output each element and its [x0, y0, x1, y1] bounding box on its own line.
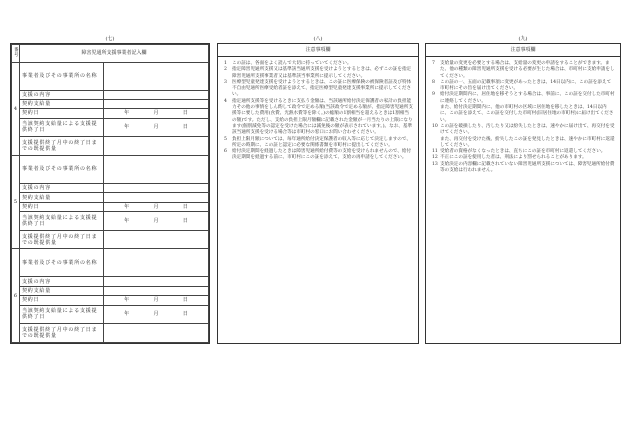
- table-row: [12, 212, 209, 231]
- date-unit: 月: [153, 203, 159, 210]
- field-label-date-label: 契約日: [20, 109, 104, 118]
- panel-number-9: (九): [518, 36, 528, 42]
- note-text: 支給決定の内容欄に記載されていない障害児通所支援については、障害児通所給付費等の支給は行われません。: [440, 161, 615, 174]
- note-number: 6: [224, 149, 227, 155]
- date-unit: 日: [182, 203, 188, 210]
- field-value-end-date[interactable]: [104, 212, 209, 231]
- table-row: [12, 118, 209, 137]
- field-label-end-date: 当該契約支給量による支援提供終了日: [20, 118, 104, 137]
- table-header-row: [12, 45, 209, 63]
- field-value-provider[interactable]: [104, 155, 209, 183]
- table-row: [12, 62, 209, 90]
- table-row: [12, 230, 209, 249]
- table-row: [12, 193, 209, 202]
- note-text: この証を破損したり、汚したり又は紛失したときは、速やかに届け出て、再交付を受けてください。: [440, 123, 615, 136]
- field-value-contract[interactable]: [104, 286, 209, 295]
- note-number: 7: [432, 61, 435, 66]
- date-unit: 月: [153, 124, 159, 131]
- date-unit: 月: [153, 110, 159, 117]
- number-header: 番号: [12, 45, 20, 63]
- provider-entry-table: [11, 44, 209, 343]
- note-item: [224, 149, 413, 162]
- year-month-day: [106, 204, 206, 210]
- date-unit: 日: [182, 217, 188, 224]
- note-number: 4: [224, 98, 227, 104]
- notes-list-8: [218, 57, 418, 162]
- note-text: 医療型児童発達支援を受けようとするときは、この証に医療保険の被保険者証及び特体不自由児通所医療受給者証を添えて、指定医療型児童発達支援事業所に提示してください。: [232, 79, 412, 98]
- table-row: [12, 296, 209, 305]
- note-text: この証は、各面をよく読んで大切に持っていてください。: [232, 61, 352, 66]
- date-unit: 日: [182, 297, 188, 304]
- field-label-end-date: 当該契約支給量による支援提供終了日: [20, 305, 104, 324]
- section8-title: 注意事項欄: [218, 44, 418, 57]
- date-unit: 年: [124, 311, 130, 318]
- date-unit: 月: [153, 311, 159, 318]
- note-text: 負担上限月額については、毎年通所給付決定保護者の収入等に応じて決定しますので、所定の時期に、この証と認定に必要な関係書類を市町村に提出してください。: [232, 136, 411, 148]
- field-value-date-label[interactable]: [104, 202, 209, 211]
- field-value-date-label[interactable]: [104, 109, 209, 118]
- note-text: また、再交付を受けた後、紛失したこの証を発見したときは、速やかに市町村に返還してください。: [440, 136, 615, 148]
- field-label-contract: 契約支給量: [20, 286, 104, 295]
- note-item: [432, 80, 615, 93]
- note-number: 10: [432, 123, 438, 129]
- year-month-day: [106, 311, 206, 317]
- note-number: 11: [432, 149, 438, 155]
- field-label-provider: 事業者及びその事業所の名称: [20, 62, 104, 90]
- note-item: [432, 162, 615, 175]
- date-unit: 日: [182, 124, 188, 131]
- field-value-provided[interactable]: [104, 137, 209, 156]
- note-item: [432, 124, 615, 137]
- note-number: 12: [432, 155, 438, 161]
- notes-list-9: [426, 57, 620, 174]
- table-row: [12, 277, 209, 286]
- field-label-provided: 支援提供終了月中の終了日までの既提供量: [20, 324, 104, 343]
- year-month-day: [106, 124, 206, 130]
- note-text: 給付決定期間内に、居住地を移そうとする場合は、事前に、この証を交付した市町村に連絡してください。: [440, 92, 615, 104]
- note-item: [432, 61, 615, 80]
- note-item: [432, 92, 615, 105]
- table-row: [12, 324, 209, 343]
- field-value-content[interactable]: [104, 90, 209, 99]
- field-label-contract: 契約支給量: [20, 193, 104, 202]
- provider-entry-panel: [10, 43, 210, 344]
- field-label-contract: 契約支給量: [20, 99, 104, 108]
- field-label-content: 支援の内容: [20, 90, 104, 99]
- note-text: この証の一、五面の記載事項に変更があったときは、14日以内に、この証を添えて市町村にその旨を届け出てください。: [440, 79, 612, 92]
- note-number: 13: [432, 161, 438, 167]
- date-unit: 年: [124, 297, 130, 304]
- note-text: 不正にこの証を使用した者は、刑法により罰せられることがあります。: [440, 155, 587, 161]
- field-value-provider[interactable]: [104, 62, 209, 90]
- field-label-provided: 支援提供終了月中の終了日までの既提供量: [20, 137, 104, 156]
- note-number: 2: [224, 67, 227, 73]
- note-item: [224, 80, 413, 99]
- field-label-provider: 事業者及びその事業所の名称: [20, 249, 104, 277]
- date-unit: 年: [124, 217, 130, 224]
- field-value-contract[interactable]: [104, 99, 209, 108]
- date-unit: 年: [124, 124, 130, 131]
- date-unit: 日: [182, 311, 188, 318]
- note-text: 給付決定期間を経過したときは障害児通所給付費等の支給を受けられませんので、給付決定期間を経過する前に、市町村にこの証を添えて、支給の再申請をしてください。: [232, 149, 412, 161]
- note-number: 5: [224, 136, 227, 142]
- note-item: [224, 99, 413, 137]
- panel-number-8: (八): [313, 36, 323, 42]
- field-value-provider[interactable]: [104, 249, 209, 277]
- note-item: [432, 105, 615, 124]
- row-number: 4: [12, 62, 20, 155]
- row-number: 5: [12, 155, 20, 248]
- section7-title: 障害児通所支援事業者記入欄: [20, 45, 209, 63]
- field-value-content[interactable]: [104, 184, 209, 193]
- field-label-provided: 支援提供終了月中の終了日までの既提供量: [20, 230, 104, 249]
- date-unit: 月: [153, 297, 159, 304]
- note-text: 指定障害児通所支援又は基準該当通所支援を受けようとするときは、必ずこの証を指定障害児通所支援事業者又は基準該当事業所に提示してください。: [232, 67, 412, 79]
- field-value-contract[interactable]: [104, 193, 209, 202]
- table-row: [12, 249, 209, 277]
- year-month-day: [106, 297, 206, 303]
- note-number: 8: [432, 79, 435, 85]
- field-label-date-label: 契約日: [20, 202, 104, 211]
- note-item: [224, 137, 413, 150]
- note-number: 9: [432, 92, 435, 98]
- panel-number-7: (七): [105, 36, 115, 42]
- note-number: 3: [224, 79, 227, 85]
- note-item: [432, 137, 615, 150]
- field-label-end-date: 当該契約支給量による支援提供終了日: [20, 212, 104, 231]
- field-value-end-date[interactable]: [104, 118, 209, 137]
- field-value-end-date[interactable]: [104, 305, 209, 324]
- table-row: [12, 109, 209, 118]
- note-text: 指定通所支援等を受けるときに支払う金額は、当該通所給付決定保護者の家計の負担能力その他の事情をしん酌して政令で定める額(当該政令で定める額が、指定障害児通所支援等に要した費用(食費、光熱水費等を除く。)の総額の1割相当を超えるときは1割相当の額)です。ただし、支給の負担上限月額欄に記載された金額が一月当たりの上限になります(個別減免等の認定を受けた場合には減免後の額が表示されています。)。なお、基準該当通所支援を受ける場合等は市町村の窓口にお問い合わせください。: [232, 98, 413, 136]
- field-label-content: 支援の内容: [20, 184, 104, 193]
- table-row: [12, 286, 209, 295]
- field-value-content[interactable]: [104, 277, 209, 286]
- field-label-date-label: 契約日: [20, 296, 104, 305]
- note-text: 支給量の変更を必要とする場合は、支給量の変更の申請をすることができます。また、他の種類の障害児通所支援を受ける必要が生じた場合は、市町村に支給申請をしてください。: [440, 61, 615, 79]
- field-label-provider: 事業者及びその事業所の名称: [20, 155, 104, 183]
- table-row: [12, 99, 209, 108]
- field-value-provided[interactable]: [104, 230, 209, 249]
- date-unit: 日: [182, 110, 188, 117]
- year-month-day: [106, 218, 206, 224]
- field-value-date-label[interactable]: [104, 296, 209, 305]
- date-unit: 年: [124, 203, 130, 210]
- table-row: [12, 184, 209, 193]
- table-row: [12, 137, 209, 156]
- note-text: また、給付決定期間内に、他の市町村の区域に居住地を移したときは、14日以内に、この証を添えて、この証を交付した市町村(旧居住地の市町村)に届け出てください。: [440, 105, 614, 123]
- table-row: [12, 155, 209, 183]
- notes-panel-9: [425, 43, 621, 344]
- note-number: 1: [224, 61, 227, 66]
- date-unit: 年: [124, 110, 130, 117]
- field-value-provided[interactable]: [104, 324, 209, 343]
- date-unit: 月: [153, 217, 159, 224]
- notes-panel-8: [217, 43, 419, 344]
- note-text: 受給者の資格がなくなったときは、直ちにこの証を市町村に返還してください。: [440, 149, 606, 155]
- table-row: [12, 90, 209, 99]
- field-label-content: 支援の内容: [20, 277, 104, 286]
- table-row: [12, 202, 209, 211]
- row-number: 6: [12, 249, 20, 343]
- note-item: [224, 67, 413, 80]
- table-row: [12, 305, 209, 324]
- section9-title: 注意事項欄: [426, 44, 620, 57]
- year-month-day: [106, 110, 206, 116]
